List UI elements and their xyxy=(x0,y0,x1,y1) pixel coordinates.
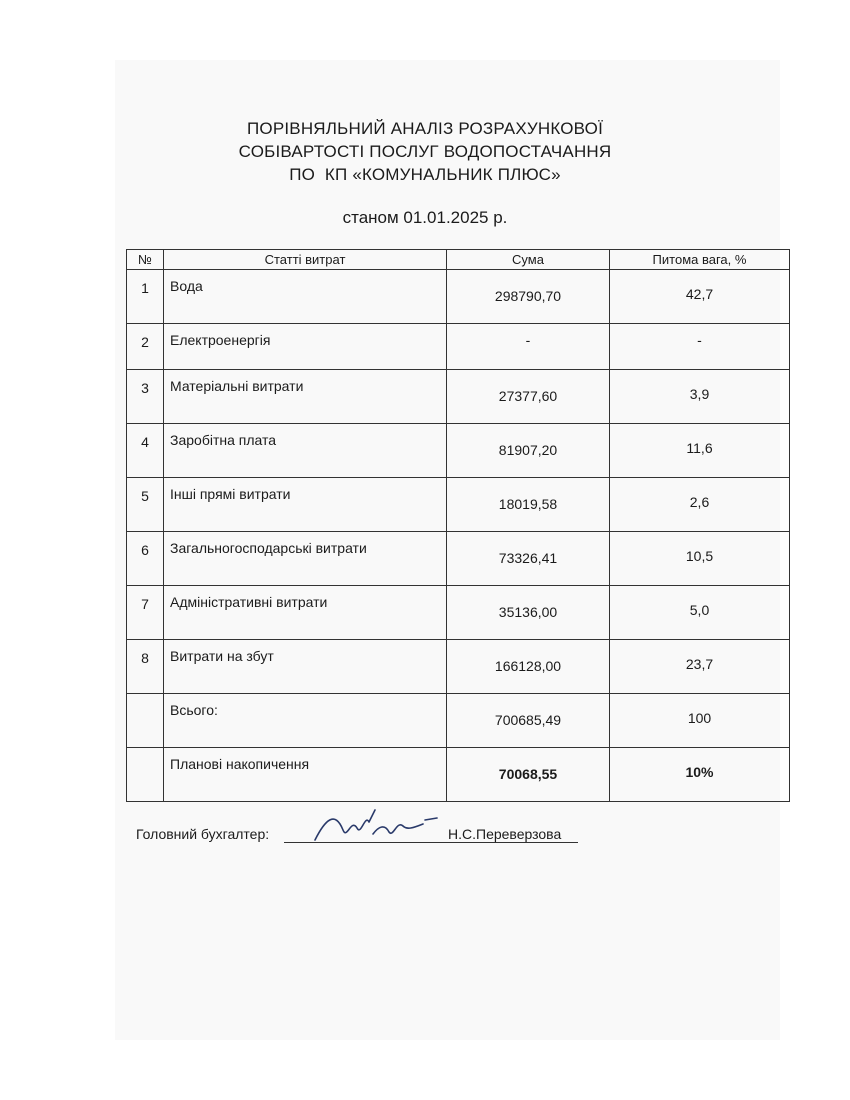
row-number: 8 xyxy=(127,640,164,694)
row-number: 1 xyxy=(127,270,164,324)
row-item: Матеріальні витрати xyxy=(164,370,447,424)
row-sum: - xyxy=(447,324,610,370)
row-number xyxy=(127,748,164,802)
row-sum: 700685,49 xyxy=(447,694,610,748)
row-number: 2 xyxy=(127,324,164,370)
row-item: Заробітна плата xyxy=(164,424,447,478)
header-share: Питома вага, % xyxy=(610,250,790,270)
table-row xyxy=(127,640,790,694)
row-item: Адміністративні витрати xyxy=(164,586,447,640)
row-item: Електроенергія xyxy=(164,324,447,370)
row-share: 5,0 xyxy=(610,586,790,640)
table-row xyxy=(127,478,790,532)
row-number: 6 xyxy=(127,532,164,586)
row-sum: 35136,00 xyxy=(447,586,610,640)
table-row xyxy=(127,370,790,424)
title-line-2: СОБІВАРТОСТІ ПОСЛУГ ВОДОПОСТАЧАННЯ xyxy=(238,142,612,161)
signature-label: Головний бухгалтер: xyxy=(136,826,270,842)
row-number: 3 xyxy=(127,370,164,424)
header-sum: Сума xyxy=(447,250,610,270)
row-sum: 298790,70 xyxy=(447,270,610,324)
row-item: Загальногосподарські витрати xyxy=(164,532,447,586)
row-sum: 27377,60 xyxy=(447,370,610,424)
row-share: - xyxy=(610,324,790,370)
signatory-name: Н.С.Переверзова xyxy=(448,826,562,842)
row-share: 100 xyxy=(610,694,790,748)
row-sum: 81907,20 xyxy=(447,424,610,478)
row-share: 42,7 xyxy=(610,270,790,324)
handwritten-signature xyxy=(305,800,445,850)
date-line: станом 01.01.2025 р. xyxy=(342,208,508,227)
row-number: 4 xyxy=(127,424,164,478)
row-sum: 70068,55 xyxy=(447,748,610,802)
row-number xyxy=(127,694,164,748)
row-share: 11,6 xyxy=(610,424,790,478)
row-item: Всього: xyxy=(164,694,447,748)
document-title xyxy=(0,117,850,186)
table-header-row xyxy=(127,250,790,270)
row-item: Планові накопичення xyxy=(164,748,447,802)
row-share: 2,6 xyxy=(610,478,790,532)
table-row xyxy=(127,694,790,748)
row-sum: 166128,00 xyxy=(447,640,610,694)
row-share: 23,7 xyxy=(610,640,790,694)
row-item: Витрати на збут xyxy=(164,640,447,694)
cost-table xyxy=(126,249,790,802)
table-row xyxy=(127,586,790,640)
row-sum: 18019,58 xyxy=(447,478,610,532)
title-line-3: ПО КП «КОМУНАЛЬНИК ПЛЮС» xyxy=(289,165,561,184)
row-number: 7 xyxy=(127,586,164,640)
title-line-1: ПОРІВНЯЛЬНИЙ АНАЛІЗ РОЗРАХУНКОВОЇ xyxy=(246,119,603,138)
table-row xyxy=(127,324,790,370)
row-share: 10% xyxy=(610,748,790,802)
row-item: Інші прямі витрати xyxy=(164,478,447,532)
table-row xyxy=(127,270,790,324)
table-row xyxy=(127,424,790,478)
table-row xyxy=(127,532,790,586)
header-number: № xyxy=(127,250,164,270)
row-share: 3,9 xyxy=(610,370,790,424)
row-number: 5 xyxy=(127,478,164,532)
row-sum: 73326,41 xyxy=(447,532,610,586)
row-item: Вода xyxy=(164,270,447,324)
table-row xyxy=(127,748,790,802)
row-share: 10,5 xyxy=(610,532,790,586)
header-item: Статті витрат xyxy=(164,250,447,270)
